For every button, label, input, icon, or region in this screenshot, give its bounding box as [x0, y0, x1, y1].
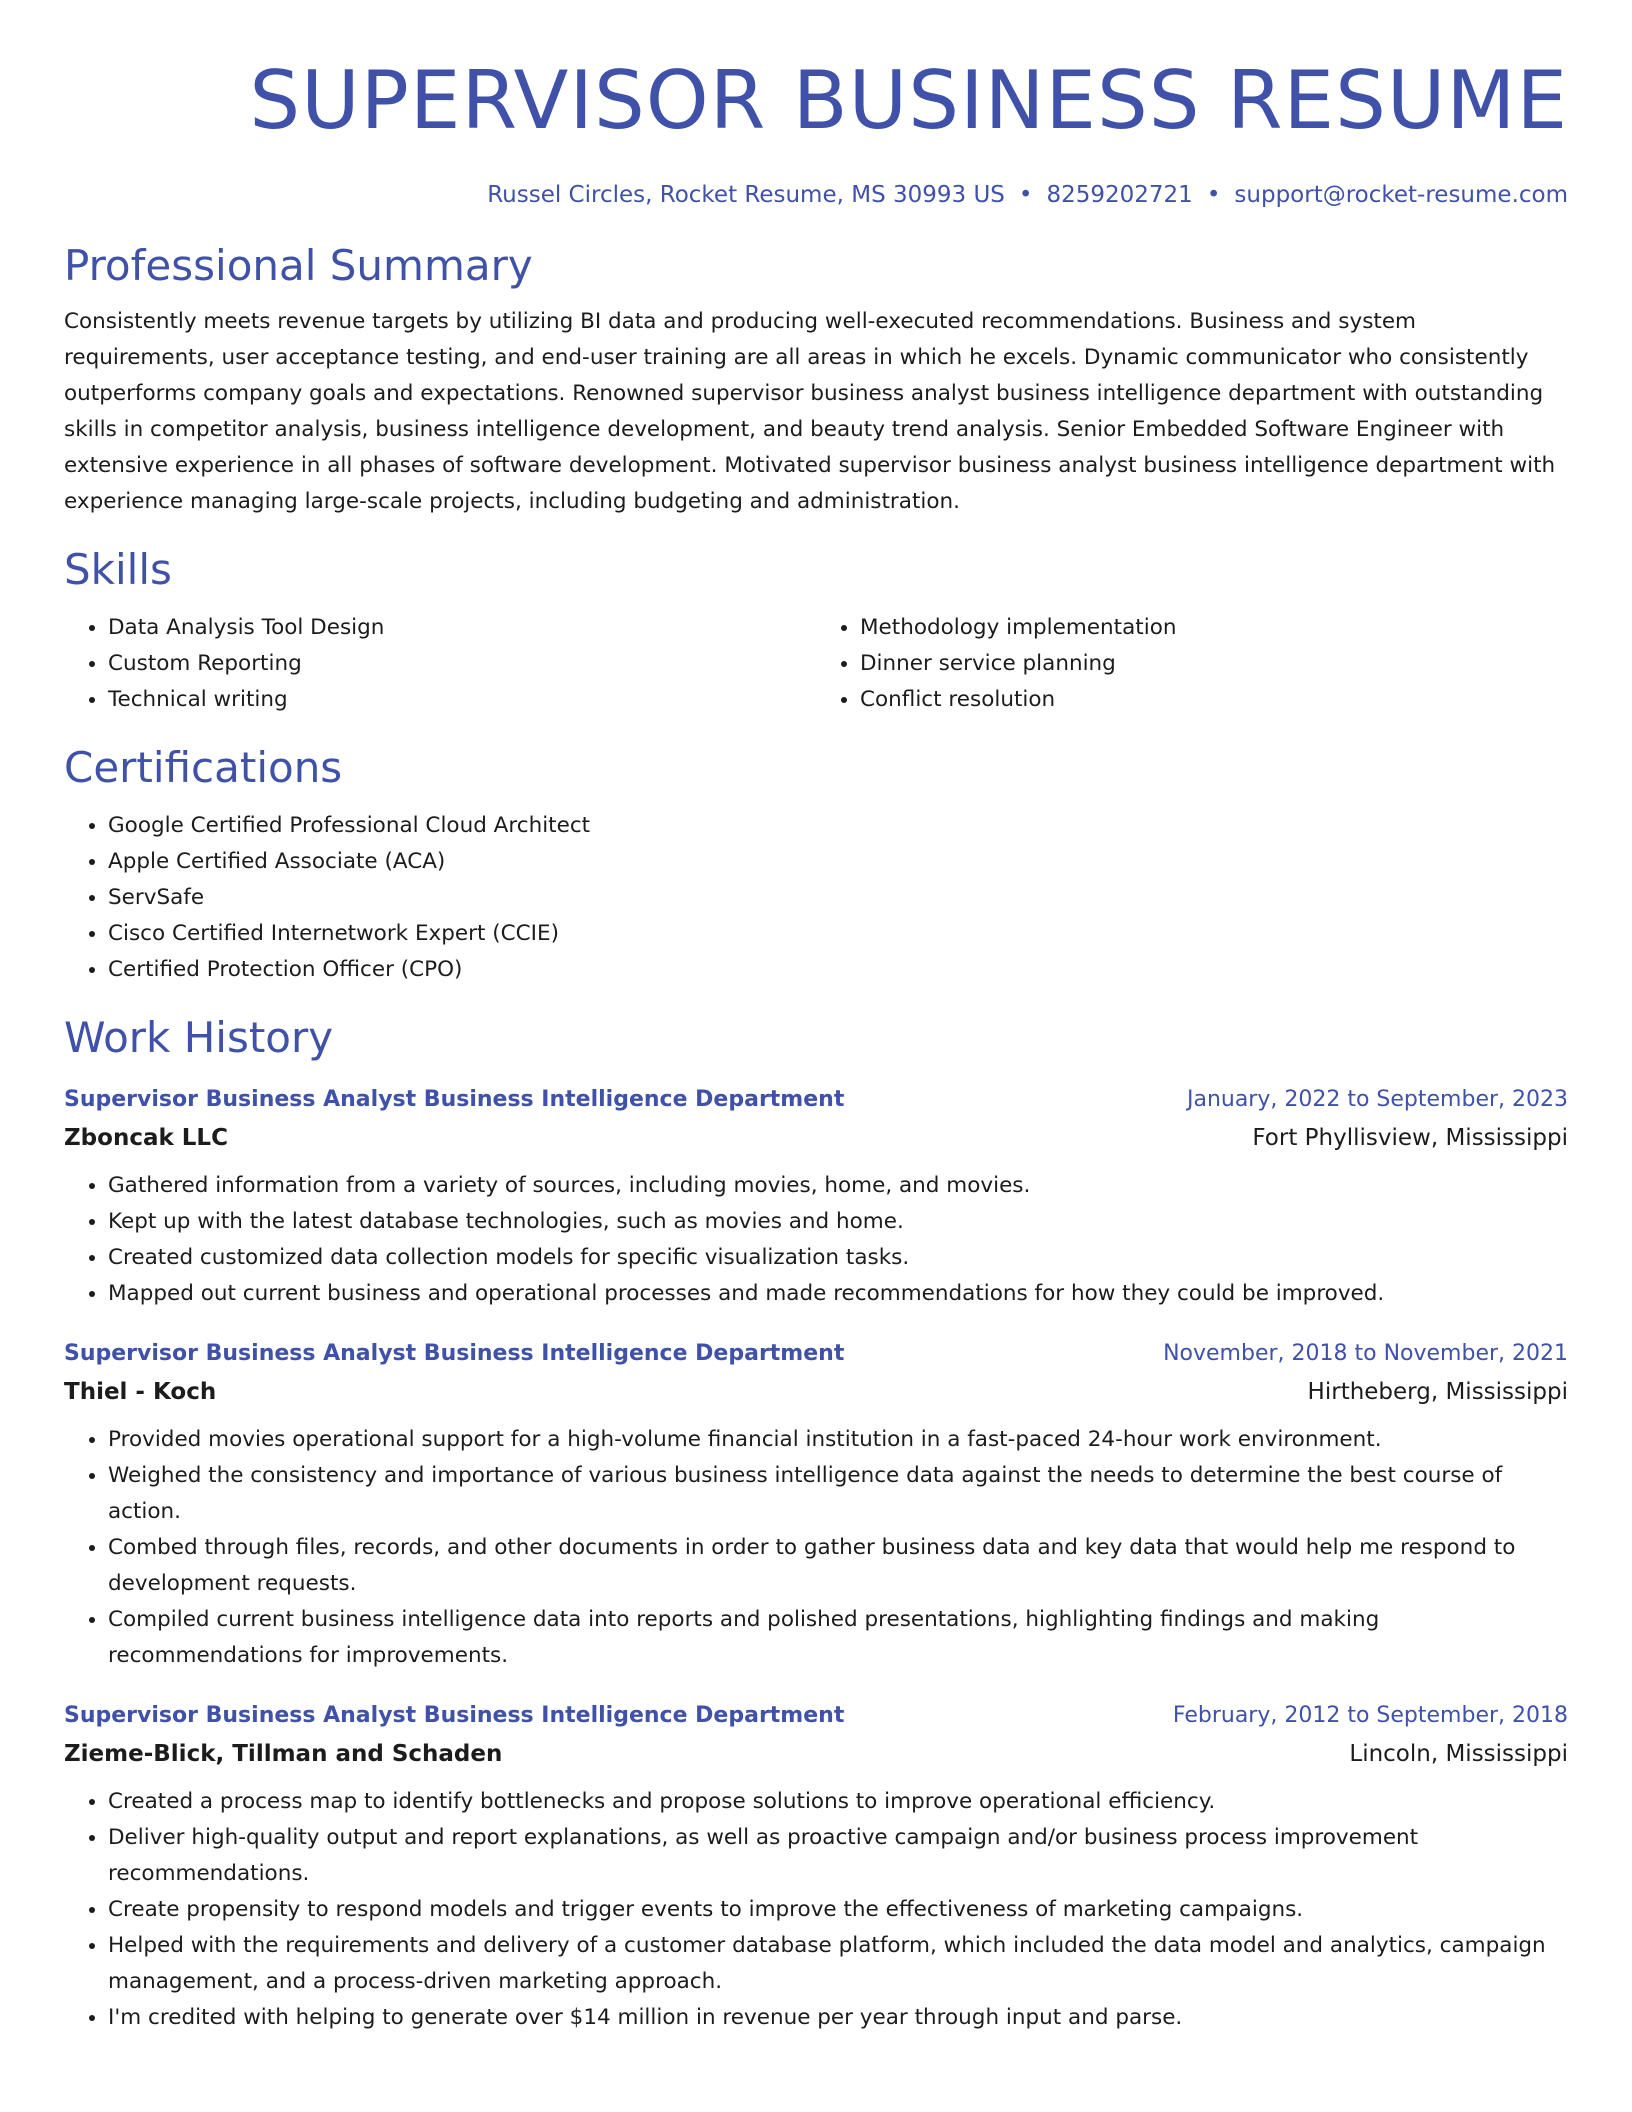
job-title: Supervisor Business Analyst Business Intelligence Department	[64, 1087, 845, 1112]
job-company: Thiel - Koch	[64, 1379, 217, 1405]
work-history-heading: Work History	[64, 1013, 334, 1062]
job-company-row	[64, 1734, 1568, 1774]
job-bullet: • I'm credited with helping to generate over $14 million in revenue per year through input and parse.	[108, 2000, 1568, 2036]
job-location: Fort Phyllisview, Mississippi	[1252, 1125, 1568, 1151]
job-entry	[64, 1698, 1568, 2036]
job-title: Supervisor Business Analyst Business Intelligence Department	[64, 1703, 845, 1728]
skills-list-right	[816, 610, 1568, 718]
certification-item: • Google Certified Professional Cloud Architect	[108, 808, 1568, 844]
contact-line	[64, 180, 1568, 210]
resume-name: SUPERVISOR BUSINESS RESUME	[249, 54, 1568, 147]
job-entry	[64, 1082, 1568, 1312]
skill-item: • Dinner service planning	[860, 646, 1568, 682]
job-header-row	[64, 1082, 1568, 1118]
job-company: Zboncak LLC	[64, 1125, 228, 1151]
certifications-heading: Certifications	[64, 743, 343, 792]
job-dates: November, 2018 to November, 2021	[1163, 1341, 1568, 1366]
contact-address: Russel Circles, Rocket Resume, MS 30993 US	[487, 182, 1005, 208]
skill-item: • Conflict resolution	[860, 682, 1568, 718]
certification-item: • Certified Protection Officer (CPO)	[108, 952, 1568, 988]
certification-item: • Apple Certified Associate (ACA)	[108, 844, 1568, 880]
summary-heading: Professional Summary	[64, 241, 533, 290]
certifications-list	[64, 808, 1568, 988]
contact-separator: •	[1018, 182, 1033, 208]
job-bullet: • Combed through files, records, and other documents in order to gather business data and key data that would help me respond to development requests.	[108, 1530, 1568, 1602]
skills-columns	[64, 610, 1568, 718]
contact-phone: 8259202721	[1046, 182, 1193, 208]
job-bullet: • Mapped out current business and operational processes and made recommendations for how they could be improved.	[108, 1276, 1568, 1312]
job-bullet: • Kept up with the latest database technologies, such as movies and home.	[108, 1204, 1568, 1240]
job-header-row	[64, 1698, 1568, 1734]
job-location: Hirtheberg, Mississippi	[1307, 1379, 1568, 1405]
job-bullet: • Deliver high-quality output and report explanations, as well as proactive campaign and/or business process improvement recommendations.	[108, 1820, 1568, 1892]
skill-item: • Technical writing	[108, 682, 816, 718]
skill-item: • Data Analysis Tool Design	[108, 610, 816, 646]
certification-item: • Cisco Certified Internetwork Expert (CCIE)	[108, 916, 1568, 952]
job-bullet: • Helped with the requirements and delivery of a customer database platform, which included the data model and analytics, campaign management, and a process-driven marketing approach.	[108, 1928, 1568, 2000]
job-dates: January, 2022 to September, 2023	[1186, 1087, 1568, 1112]
job-entry	[64, 1336, 1568, 1674]
job-bullets	[64, 1422, 1568, 1674]
job-bullet: • Created customized data collection models for specific visualization tasks.	[108, 1240, 1568, 1276]
job-company: Zieme-Blick, Tillman and Schaden	[64, 1741, 503, 1767]
job-title: Supervisor Business Analyst Business Intelligence Department	[64, 1341, 845, 1366]
job-bullet: • Gathered information from a variety of sources, including movies, home, and movies.	[108, 1168, 1568, 1204]
job-company-row	[64, 1118, 1568, 1158]
job-bullets	[64, 1784, 1568, 2036]
job-bullet: • Weighed the consistency and importance of various business intelligence data against the needs to determine the best course of action.	[108, 1458, 1568, 1530]
job-header-row	[64, 1336, 1568, 1372]
summary-text: Consistently meets revenue targets by utilizing BI data and producing well-executed recommendations. Business and system requirements, user acceptance testing, and end-user training are all areas in which he excels. Dynamic communicator who consistently outperforms company goals and expectations. Renowned supervisor business analyst business intelligence department with outstanding skills in competitor analysis, business intelligence development, and beauty trend analysis. Senior Embedded Software Engineer with extensive experience in all phases of software development. Motivated supervisor business analyst business intelligence department with experience managing large-scale projects, including budgeting and administration.	[64, 309, 1556, 514]
job-company-row	[64, 1372, 1568, 1412]
skill-item: • Custom Reporting	[108, 646, 816, 682]
skills-heading: Skills	[64, 545, 172, 594]
job-dates: February, 2012 to September, 2018	[1172, 1703, 1568, 1728]
job-bullet: • Provided movies operational support for a high-volume financial institution in a fast-paced 24-hour work environment.	[108, 1422, 1568, 1458]
job-location: Lincoln, Mississippi	[1349, 1741, 1568, 1767]
skill-item: • Methodology implementation	[860, 610, 1568, 646]
skills-list-left	[64, 610, 816, 718]
contact-separator: •	[1206, 182, 1221, 208]
certification-item: • ServSafe	[108, 880, 1568, 916]
job-bullet: • Create propensity to respond models and trigger events to improve the effectiveness of marketing campaigns.	[108, 1892, 1568, 1928]
contact-email[interactable]: support@rocket-resume.com	[1234, 182, 1568, 208]
job-bullet: • Compiled current business intelligence data into reports and polished presentations, highlighting findings and making recommendations for improvements.	[108, 1602, 1568, 1674]
job-bullets	[64, 1168, 1568, 1312]
job-bullet: • Created a process map to identify bottlenecks and propose solutions to improve operational efficiency.	[108, 1784, 1568, 1820]
resume-page	[64, 56, 1568, 2036]
